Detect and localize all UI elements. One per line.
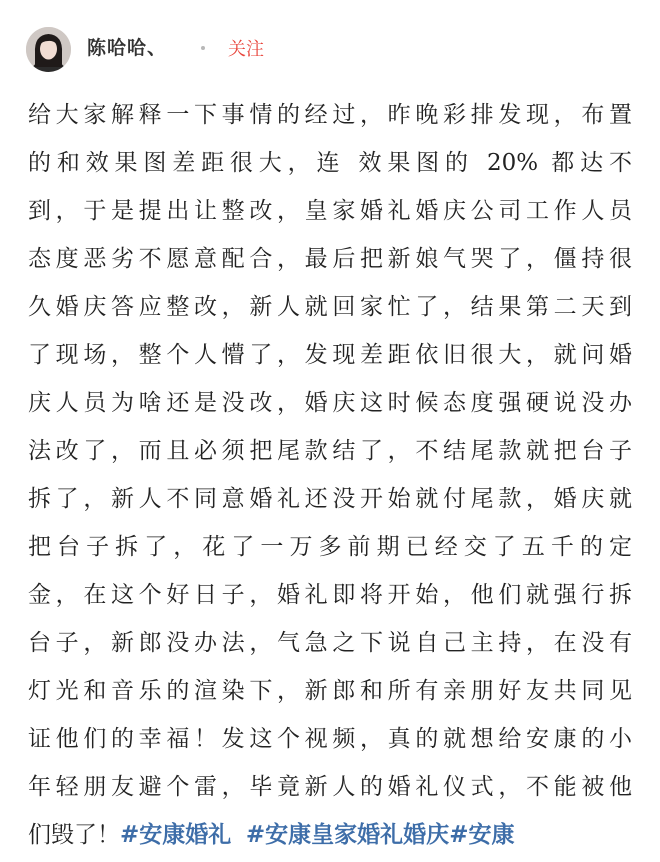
- hashtag-link[interactable]: #安康: [449, 821, 515, 848]
- post-line: 金，在这个好日子，婚礼即将开始，他们就强行拆: [28, 582, 632, 608]
- hashtag-link[interactable]: #安康皇家婚礼婚庆: [245, 821, 450, 848]
- post-line: 拆了，新人不同意婚礼还没开始就付尾款，婚庆就: [28, 486, 632, 512]
- avatar-image: [26, 27, 71, 72]
- post-line: 年轻朋友避个雷，毕竟新人的婚礼仪式，不能被他: [28, 774, 632, 800]
- post-line: 了现场，整个人懵了，发现差距依旧很大，就问婚: [28, 342, 632, 368]
- follow-button[interactable]: 关注: [228, 39, 264, 60]
- post-line: 灯光和音乐的渲染下，新郎和所有亲朋好友共同见: [28, 678, 632, 704]
- post-line: 把台子拆了，花了一万多前期已经交了五千的定: [28, 534, 632, 560]
- post-line: 证他们的幸福！发这个视频，真的就想给安康的小: [28, 726, 632, 752]
- avatar[interactable]: [26, 27, 71, 72]
- post-line: 久婚庆答应整改，新人就回家忙了，结果第二天到: [28, 294, 632, 320]
- post-line: 台子，新郎没办法，气急之下说自己主持，在没有: [28, 630, 632, 656]
- separator-dot: [201, 46, 205, 50]
- post-line: 的和效果图差距很大，连 效果图的 20% 都达不: [28, 150, 632, 176]
- post-line: 到，于是提出让整改，皇家婚礼婚庆公司工作人员: [28, 198, 632, 224]
- post-line: 法改了，而且必须把尾款结了，不结尾款就把台子: [28, 438, 632, 464]
- hashtag-link[interactable]: #安康婚礼: [120, 821, 232, 848]
- post-line-with-hashtags: [28, 814, 632, 862]
- username[interactable]: 陈哈哈、: [87, 37, 168, 59]
- post-line: 态度恶劣不愿意配合，最后把新娘气哭了，僵持很: [28, 246, 632, 272]
- post-line: 庆人员为啥还是没改，婚庆这时候态度强硬说没办: [28, 390, 632, 416]
- post-body: [28, 94, 632, 862]
- post-line: 给大家解释一下事情的经过，昨晚彩排发现，布置: [28, 102, 632, 128]
- post-header: [0, 0, 660, 96]
- post-line-text: 们毁了！: [28, 822, 120, 848]
